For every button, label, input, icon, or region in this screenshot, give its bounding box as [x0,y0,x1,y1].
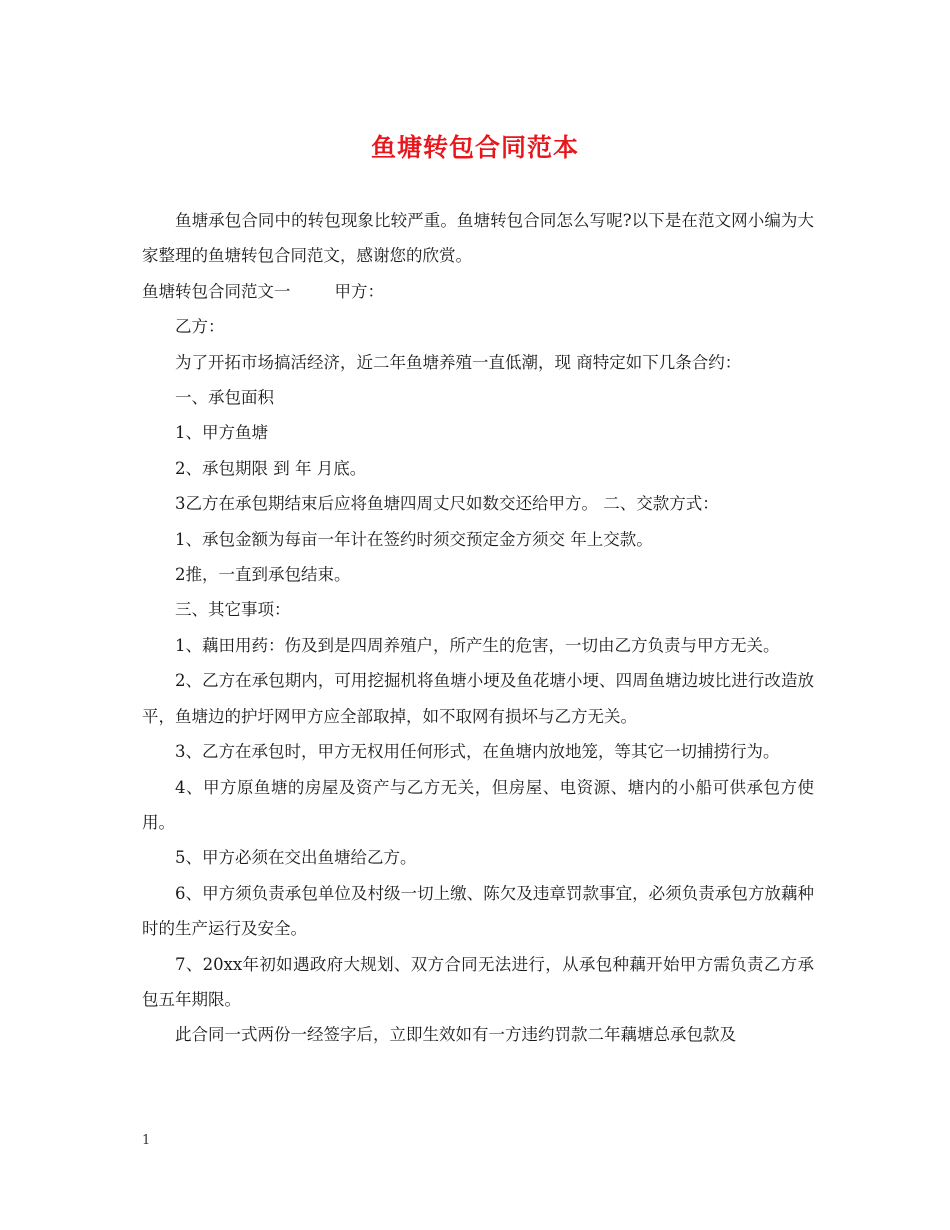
clause-paragraph: 5、甲方必须在交出鱼塘给乙方。 [175,848,417,868]
clause-paragraph: 1、甲方鱼塘 [175,423,268,443]
party-b-label: 乙方： [175,317,225,337]
clause-paragraph: 一、承包面积 [175,388,274,408]
clause-paragraph: 2、承包期限 到 年 月底。 [175,458,367,478]
section-heading-line [142,274,814,309]
clause-paragraph: 为了开拓市场搞活经济，近二年鱼塘养殖一直低潮，现 商特定如下几条合约： [175,352,742,372]
document-body [142,203,814,1053]
clause-paragraph: 三、其它事项： [175,600,291,620]
clause-paragraph: 1、藕田用药：伤及到是四周养殖户，所产生的危害，一切由乙方负责与甲方无关。 [175,635,780,655]
clause-paragraph: 1、承包金额为每亩一年计在签约时须交预定金方须交 年上交款。 [175,529,653,549]
page-number: 1 [142,1133,151,1148]
clause-paragraph: 3、乙方在承包时，甲方无权用任何形式，在鱼塘内放地笼，等其它一切捕捞行为。 [175,742,780,762]
document-title: 鱼塘转包合同范本 [370,133,579,162]
clause-paragraph: 3乙方在承包期结束后应将鱼塘四周丈尺如数交还给甲方。 二、交款方式： [175,494,719,514]
clause-paragraph: 2、乙方在承包期内，可用挖掘机将鱼塘小埂及鱼花塘小埂、四周鱼塘边坡比进行改造放平，鱼塘边的护圩网甲方应全部取掉，如不取网有损坏与乙方无关。 [142,671,814,726]
clause-paragraph: 4、甲方原鱼塘的房屋及资产与乙方无关，但房屋、电资源、塘内的小船可供承包方使用。 [142,777,814,832]
clause-paragraph: 此合同一式两份一经签字后，立即生效如有一方违约罚款二年藕塘总承包款及 [175,1025,736,1045]
clause-paragraph: 7、20xx年初如遇政府大规划、双方合同无法进行，从承包种藕开始甲方需负责乙方承包五年期限。 [142,954,814,1009]
clause-paragraph: 6、甲方须负责承包单位及村级一切上缴、陈欠及违章罚款事宜，必须负责承包方放藕种时的生产运行及安全。 [142,883,814,939]
party-a-label: 甲方： [334,281,384,301]
section-heading: 鱼塘转包合同范文一 [142,281,291,301]
intro-paragraph: 鱼塘承包合同中的转包现象比较严重。鱼塘转包合同怎么写呢?以下是在范文网小编为大家整理的鱼塘转包合同范文，感谢您的欣赏。 [142,211,814,266]
clause-paragraph: 2推，一直到承包结束。 [175,565,351,585]
